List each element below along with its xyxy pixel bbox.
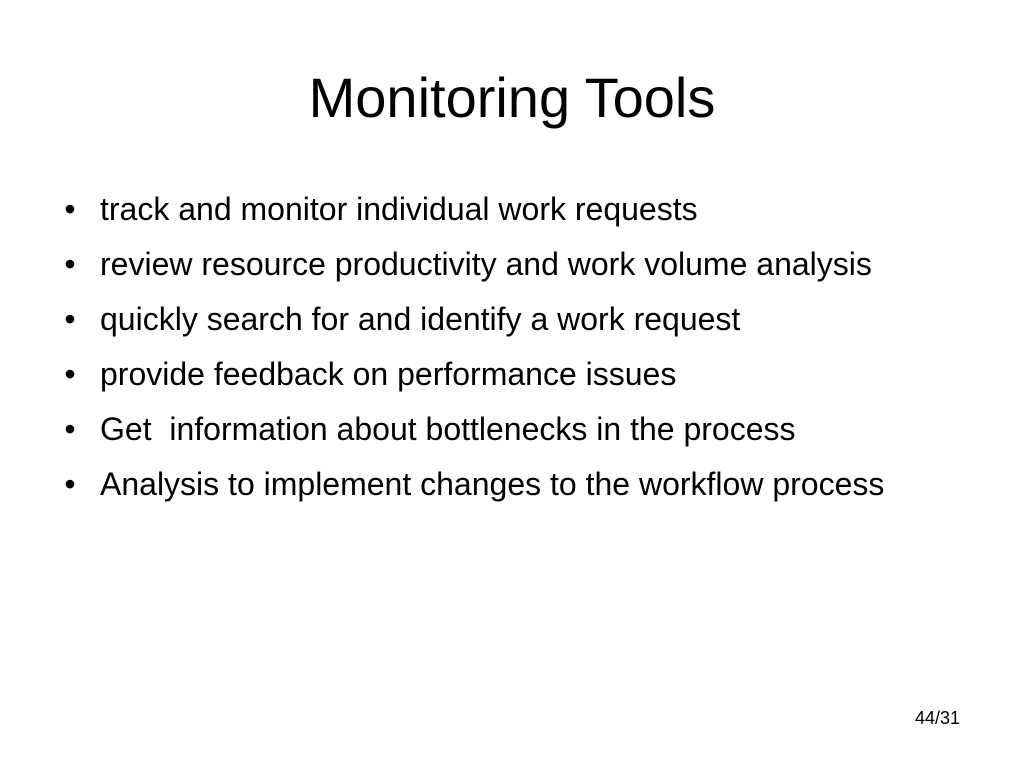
bullet-icon: •: [64, 411, 76, 447]
bullet-icon: •: [64, 466, 76, 502]
bullet-list: [58, 190, 958, 520]
page-number: 44/31: [914, 708, 960, 728]
bullet-text: Analysis to implement changes to the workflow process: [100, 466, 885, 502]
bullet-icon: •: [64, 246, 76, 282]
bullet-text: Get information about bottlenecks in the process: [100, 411, 796, 447]
bullet-icon: •: [64, 301, 76, 337]
bullet-item: [58, 355, 958, 393]
bullet-icon: •: [64, 356, 76, 392]
bullet-icon: •: [64, 191, 76, 227]
bullet-item: [58, 245, 958, 283]
bullet-item: [58, 465, 958, 503]
bullet-item: [58, 300, 958, 338]
bullet-item: [58, 410, 958, 448]
bullet-text: provide feedback on performance issues: [100, 356, 677, 392]
slide-title: Monitoring Tools: [308, 66, 716, 129]
bullet-item: [58, 190, 958, 228]
bullet-text: quickly search for and identify a work request: [100, 301, 741, 337]
bullet-text: track and monitor individual work requests: [100, 191, 698, 227]
bullet-text: review resource productivity and work volume analysis: [100, 246, 872, 282]
